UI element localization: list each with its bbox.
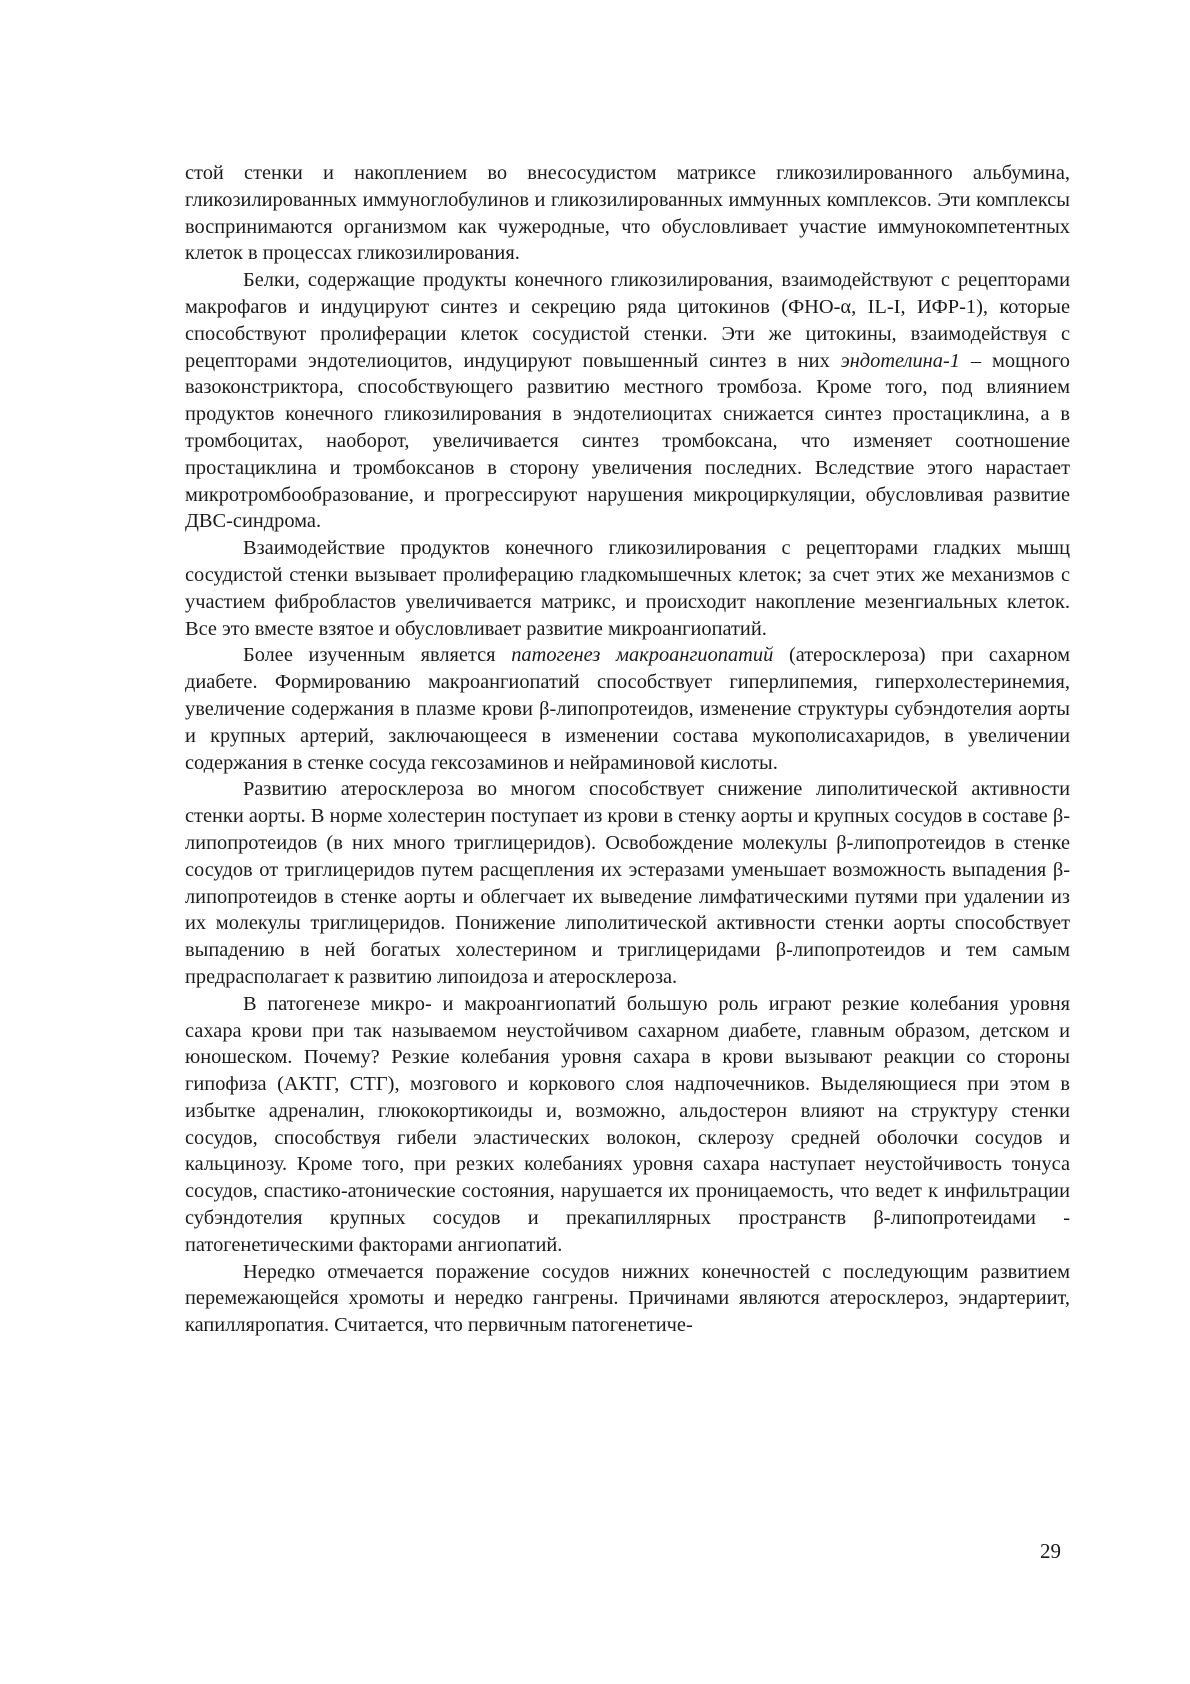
paragraph-4-italic-term: патогенез макроангиопатий	[511, 644, 774, 667]
paragraph-2	[185, 267, 1070, 535]
paragraph-3-text: Взаимодействие продуктов конечного гликозилирования с рецепторами гладких мышц сосудистой стенки вызывает пролиферацию гладкомышечных клеток; за счет этих же механизмов с участием фибробластов увеличивается матрикс, и происходит накопление мезенгиальных клеток. Все это вместе взятое и обусловливает развитие микроангиопатий.	[185, 537, 1070, 640]
paragraph-7-text: Нередко отмечается поражение сосудов нижних конечностей с последующим развитием перемежающейся хромоты и нередко гангрены. Причинами являются атеросклероз, эндартериит, капилляропатия. Считается, что первичным патогенетиче-	[185, 1260, 1070, 1337]
paragraph-5	[185, 776, 1070, 990]
paragraph-6	[185, 991, 1070, 1259]
paragraph-3	[185, 535, 1070, 642]
paragraph-4-text-b: (атеросклероза) при сахарном диабете. Формированию макроангиопатий способствует гиперлипемия, гиперхолестеринемия, увеличение содержания в плазме крови β-липопротеидов, изменение структуры субэндотелия аорты и крупных артерий, заключающееся в изменении состава мукополисахаридов, в увеличении содержания в стенке сосуда гексозаминов и нейраминовой кислоты.	[185, 644, 1070, 774]
paragraph-4	[185, 642, 1070, 776]
paragraph-4-text-a: Более изученным является	[243, 644, 512, 667]
paragraph-2-italic-term: эндотелина-1	[840, 349, 960, 372]
paragraph-6-text: В патогенезе микро- и макроангиопатий большую роль играют резкие колебания уровня сахара крови при так называемом неустойчивом сахарном диабете, главным образом, детском и юношеском. Почему? Резкие колебания уровня сахара в крови вызывают реакции со стороны гипофиза (АКТГ, СТГ), мозгового и коркового слоя надпочечников. Выделяющиеся при этом в избытке адреналин, глюкокортикоиды и, возможно, альдостерон влияют на структуру стенки сосудов, способствуя гибели эластических волокон, склерозу средней оболочки сосудов и кальцинозу. Кроме того, при резких колебаниях уровня сахара наступает неустойчивость тонуса сосудов, спастико-атонические состояния, нарушается их проницаемость, что ведет к инфильтрации субэндотелия крупных сосудов и прекапиллярных пространств β-липопротеидами - патогенетическими факторами ангиопатий.	[185, 992, 1070, 1256]
paragraph-1	[185, 160, 1070, 267]
page-number: 29	[1040, 1539, 1061, 1563]
paragraph-2-text-a: Белки, содержащие продукты конечного гликозилирования, взаимодействуют с рецепторами макрофагов и индуцируют синтез и секрецию ряда цитокинов (ФНО-α, IL-I, ИФР-1), которые способствуют пролиферации клеток сосудистой стенки. Эти же цитокины, взаимодействуя с рецепторами эндотелиоцитов, индуцируют повышенный синтез в них	[185, 269, 1070, 372]
paragraph-2-text-b: – мощного вазоконстриктора, способствующего развитию местного тромбоза. Кроме того, под влиянием продуктов конечного гликозилирования в эндотелиоцитах снижается синтез простациклина, а в тромбоцитах, наоборот, увеличивается синтез тромбоксана, что изменяет соотношение простациклина и тромбоксанов в сторону увеличения последних. Вследствие этого нарастает микротромбообразование, и прогрессируют нарушения микроциркуляции, обусловливая развитие ДВС-синдрома.	[185, 349, 1070, 533]
paragraph-1-text: стой стенки и накоплением во внесосудистом матриксе гликозилированного альбумина, гликозилированных иммуноглобулинов и гликозилированных иммунных комплексов. Эти комплексы воспринимаются организмом как чужеродные, что обусловливает участие иммунокомпетентных клеток в процессах гликозилирования.	[185, 162, 1070, 265]
page-body	[185, 160, 1070, 1339]
paragraph-7	[185, 1259, 1070, 1339]
paragraph-5-text: Развитию атеросклероза во многом способствует снижение липолитической активности стенки аорты. В норме холестерин поступает из крови в стенку аорты и крупных сосудов в составе β-липопротеидов (в них много триглицеридов). Освобождение молекулы β-липопротеидов в стенке сосудов от триглицеридов путем расщепления их эстеразами уменьшает возможность выпадения β-липопротеидов в стенке аорты и облегчает их выведение лимфатическими путями при удалении из их молекулы триглицеридов. Понижение липолитической активности стенки аорты способствует выпадению в ней богатых холестерином и триглицеридами β-липопротеидов и тем самым предрасполагает к развитию липоидоза и атеросклероза.	[185, 778, 1070, 988]
